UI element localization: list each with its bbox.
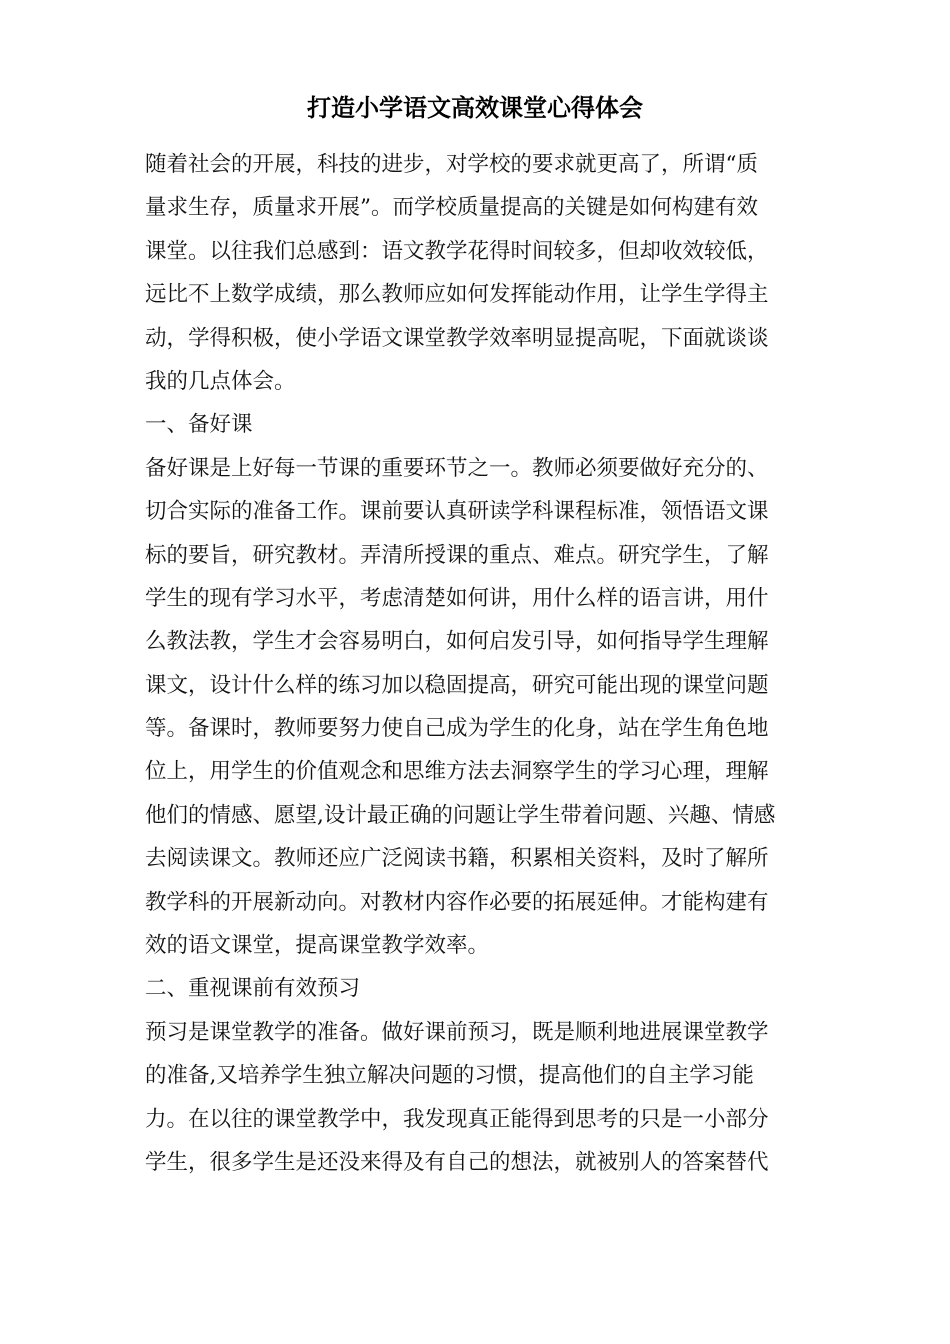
text-line: 学生，很多学生是还没来得及有自己的想法，就被别人的答案替代: [145, 1149, 769, 1175]
text-line: 效的语文课堂，提高课堂教学效率。: [145, 933, 490, 959]
document-body: [145, 143, 810, 1184]
text-line: 切合实际的准备工作。课前要认真研读学科课程标准，领悟语文课: [145, 499, 769, 525]
text-line: 位上，用学生的价值观念和思维方法去洞察学生的学习心理，理解: [145, 759, 769, 785]
text-line: 他们的情感、愿望,设计最正确的问题让学生带着问题、兴趣、情感: [145, 802, 776, 828]
text-line: 量求生存，质量求开展”。而学校质量提高的关键是如何构建有效: [145, 195, 758, 221]
text-line: 去阅读课文。教师还应广泛阅读书籍，积累相关资料，及时了解所: [145, 846, 769, 872]
text-line: 课堂。以往我们总感到：语文教学花得时间较多，但却收效较低，: [145, 238, 769, 264]
text-line: 么教法教，学生才会容易明白，如何启发引导，如何指导学生理解: [145, 629, 769, 655]
text-line: 随着社会的开展，科技的进步，对学校的要求就更高了，所谓“质: [145, 152, 758, 177]
text-line: 教学科的开展新动向。对教材内容作必要的拓展延伸。才能构建有: [145, 889, 769, 915]
text-line: 力。在以往的课堂教学中，我发现真正能得到思考的只是一小部分: [145, 1106, 769, 1132]
document-title: 打造小学语文高效课堂心得体会: [307, 93, 643, 122]
section-heading: 一、备好课: [145, 412, 253, 438]
text-line: 预习是课堂教学的准备。做好课前预习，既是顺利地进展课堂教学: [145, 1019, 769, 1045]
text-line: 标的要旨，研究教材。弄清所授课的重点、难点。研究学生，了解: [145, 542, 769, 568]
text-line: 学生的现有学习水平，考虑清楚如何讲，用什么样的语言讲，用什: [145, 585, 769, 611]
text-line: 课文，设计什么样的练习加以稳固提高，研究可能出现的课堂问题: [145, 672, 769, 698]
text-line: 等。备课时，教师要努力使自己成为学生的化身，站在学生角色地: [145, 716, 769, 742]
text-line: 的准备,又培养学生独立解决问题的习惯，提高他们的自主学习能: [145, 1063, 754, 1089]
text-line: 备好课是上好每一节课的重要环节之一。教师必须要做好充分的、: [145, 455, 769, 481]
text-line: 我的几点体会。: [145, 368, 296, 394]
text-line: 动，学得积极，使小学语文课堂教学效率明显提高呢，下面就谈谈: [145, 325, 769, 351]
text-line: 远比不上数学成绩，那么教师应如何发挥能动作用，让学生学得主: [145, 282, 769, 308]
section-heading: 二、重视课前有效预习: [145, 976, 361, 1002]
